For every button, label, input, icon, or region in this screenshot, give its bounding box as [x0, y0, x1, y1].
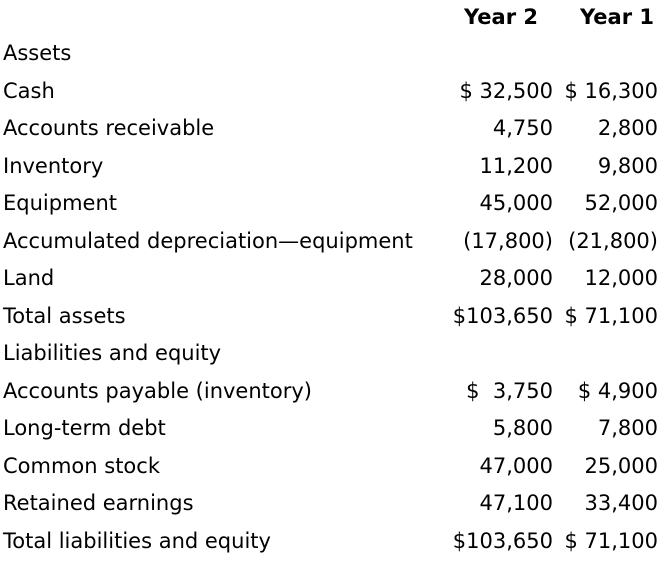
table-row-long-term-debt	[0, 410, 665, 447]
row-label: Inventory	[3, 154, 104, 178]
section-heading-assets	[0, 35, 665, 72]
table-row-equipment	[0, 185, 665, 222]
value-year-1: $ 16,300	[564, 79, 658, 103]
row-label: Equipment	[3, 191, 117, 215]
table-row-inventory	[0, 148, 665, 185]
value-year-2: 47,000	[479, 454, 553, 478]
value-year-2: $103,650	[452, 304, 553, 328]
value-year-1: $ 71,100	[564, 304, 658, 328]
value-year-2: $103,650	[452, 529, 553, 553]
table-row-accounts-payable	[0, 373, 665, 410]
value-year-2: 47,100	[479, 491, 553, 515]
value-year-1: 7,800	[597, 416, 658, 440]
value-year-1: 33,400	[584, 491, 658, 515]
row-label: Total liabilities and equity	[3, 529, 271, 553]
row-label: Accumulated depreciation—equipment	[3, 229, 413, 253]
value-year-1: (21,800)	[568, 229, 658, 253]
row-label: Assets	[3, 41, 72, 65]
table-row-total-assets	[0, 298, 665, 335]
row-label: Accounts payable (inventory)	[3, 379, 312, 403]
value-year-1: $ 4,900	[577, 379, 658, 403]
value-year-2: (17,800)	[463, 229, 553, 253]
row-label: Accounts receivable	[3, 116, 215, 140]
table-row-total-liabilities-and-equity	[0, 523, 665, 560]
table-row-retained-earnings	[0, 485, 665, 522]
table-row-cash	[0, 73, 665, 110]
value-year-2: $ 3,750	[466, 379, 553, 403]
value-year-2: 28,000	[479, 266, 553, 290]
header-year-1: Year 1	[580, 5, 654, 29]
value-year-1: $ 71,100	[564, 529, 658, 553]
header-year-2: Year 2	[464, 5, 538, 29]
value-year-1: 9,800	[597, 154, 658, 178]
table-row-accounts-receivable	[0, 110, 665, 147]
table-row-land	[0, 260, 665, 297]
table-row-accumulated-depreciation	[0, 223, 665, 260]
value-year-1: 25,000	[584, 454, 658, 478]
row-label: Cash	[3, 79, 55, 103]
table-row-common-stock	[0, 448, 665, 485]
value-year-2: $ 32,500	[459, 79, 553, 103]
value-year-1: 52,000	[584, 191, 658, 215]
row-label: Total assets	[3, 304, 126, 328]
row-label: Land	[3, 266, 55, 290]
value-year-1: 12,000	[584, 266, 658, 290]
row-label: Retained earnings	[3, 491, 194, 515]
row-label: Common stock	[3, 454, 160, 478]
value-year-2: 11,200	[479, 154, 553, 178]
section-heading-liabilities-and-equity	[0, 335, 665, 372]
value-year-2: 45,000	[479, 191, 553, 215]
value-year-2: 5,800	[492, 416, 553, 440]
row-label: Liabilities and equity	[3, 341, 222, 365]
value-year-2: 4,750	[492, 116, 553, 140]
value-year-1: 2,800	[597, 116, 658, 140]
row-label: Long-term debt	[3, 416, 166, 440]
